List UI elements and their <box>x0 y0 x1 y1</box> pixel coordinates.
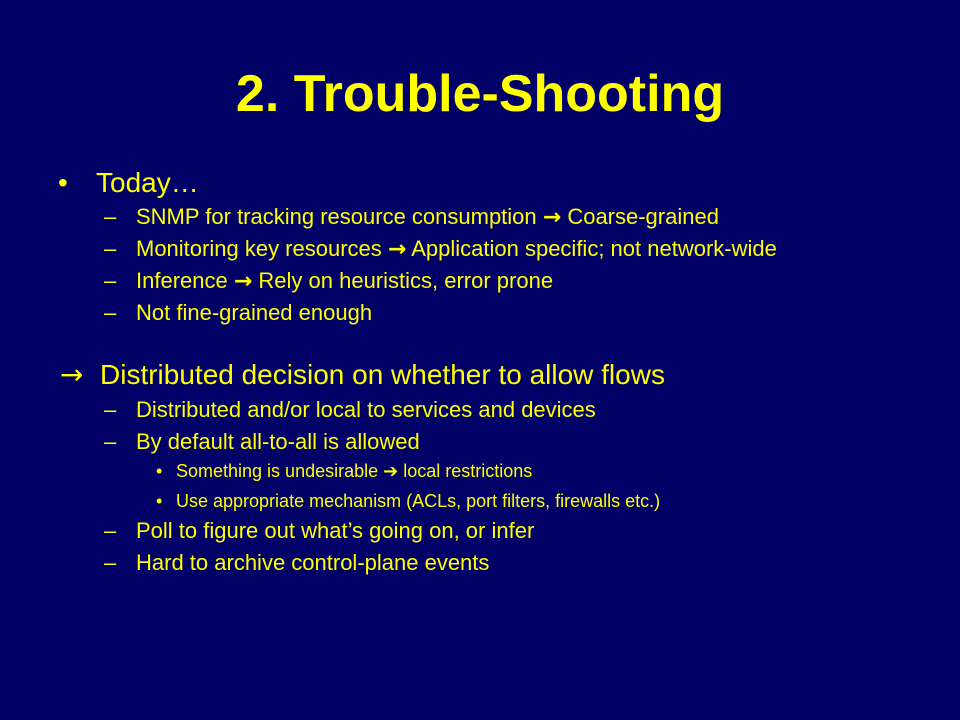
bullet-marker: • <box>156 491 163 511</box>
dash-marker: – <box>104 204 117 229</box>
dash-marker: – <box>104 429 117 454</box>
right-arrow-icon: → <box>542 205 562 230</box>
dash-marker: – <box>104 300 117 325</box>
distributed-item-poll <box>104 517 534 545</box>
distributed-subitem-undesirable <box>156 460 532 483</box>
bullet-distributed-label: Distributed decision on whether to allow flows <box>100 359 665 390</box>
right-arrow-icon: → <box>387 237 407 262</box>
today-item-fine-grained-text: Not fine-grained enough <box>136 300 373 325</box>
today-item-inference-text: Inference <box>136 268 234 293</box>
today-item-snmp-result: Coarse-grained <box>561 204 719 229</box>
distributed-item-default <box>104 428 420 456</box>
right-arrow-icon: → <box>60 358 84 391</box>
distributed-subitem-undesirable-result: local restrictions <box>398 461 533 481</box>
distributed-item-archive-text: Hard to archive control-plane events <box>136 550 490 575</box>
distributed-subitem-mechanism-text: Use appropriate mechanism (ACLs, port filters, firewalls etc.) <box>176 491 661 511</box>
bullet-today <box>58 166 199 200</box>
today-item-snmp-text: SNMP for tracking resource consumption <box>136 204 543 229</box>
dash-marker: – <box>104 268 117 293</box>
dash-marker: – <box>104 518 117 543</box>
bullet-distributed <box>60 358 665 392</box>
distributed-item-archive <box>104 549 489 577</box>
distributed-item-default-text: By default all-to-all is allowed <box>136 429 420 454</box>
distributed-subitem-undesirable-text: Something is undesirable <box>176 461 384 481</box>
today-item-fine-grained <box>104 299 372 327</box>
distributed-item-poll-text: Poll to figure out what’s going on, or infer <box>136 518 535 543</box>
distributed-item-local-text: Distributed and/or local to services and devices <box>136 397 596 422</box>
dash-marker: – <box>104 236 117 261</box>
today-item-inference-result: Rely on heuristics, error prone <box>252 268 554 293</box>
distributed-item-local <box>104 396 596 424</box>
right-arrow-icon: → <box>233 269 253 294</box>
heavy-right-arrow-icon: ➔ <box>383 461 399 482</box>
bullet-marker: • <box>156 461 163 481</box>
today-item-inference <box>104 267 553 296</box>
slide-title: 2. Trouble-Shooting <box>235 65 725 123</box>
dash-marker: – <box>104 397 117 422</box>
today-item-monitoring <box>104 235 777 264</box>
distributed-subitem-mechanism <box>156 490 660 512</box>
today-item-monitoring-result: Application specific; not network-wide <box>406 236 777 261</box>
dash-marker: – <box>104 550 117 575</box>
bullet-today-label: Today… <box>96 167 199 198</box>
today-item-snmp <box>104 203 719 232</box>
today-item-monitoring-text: Monitoring key resources <box>136 236 388 261</box>
bullet-marker: • <box>58 167 68 198</box>
